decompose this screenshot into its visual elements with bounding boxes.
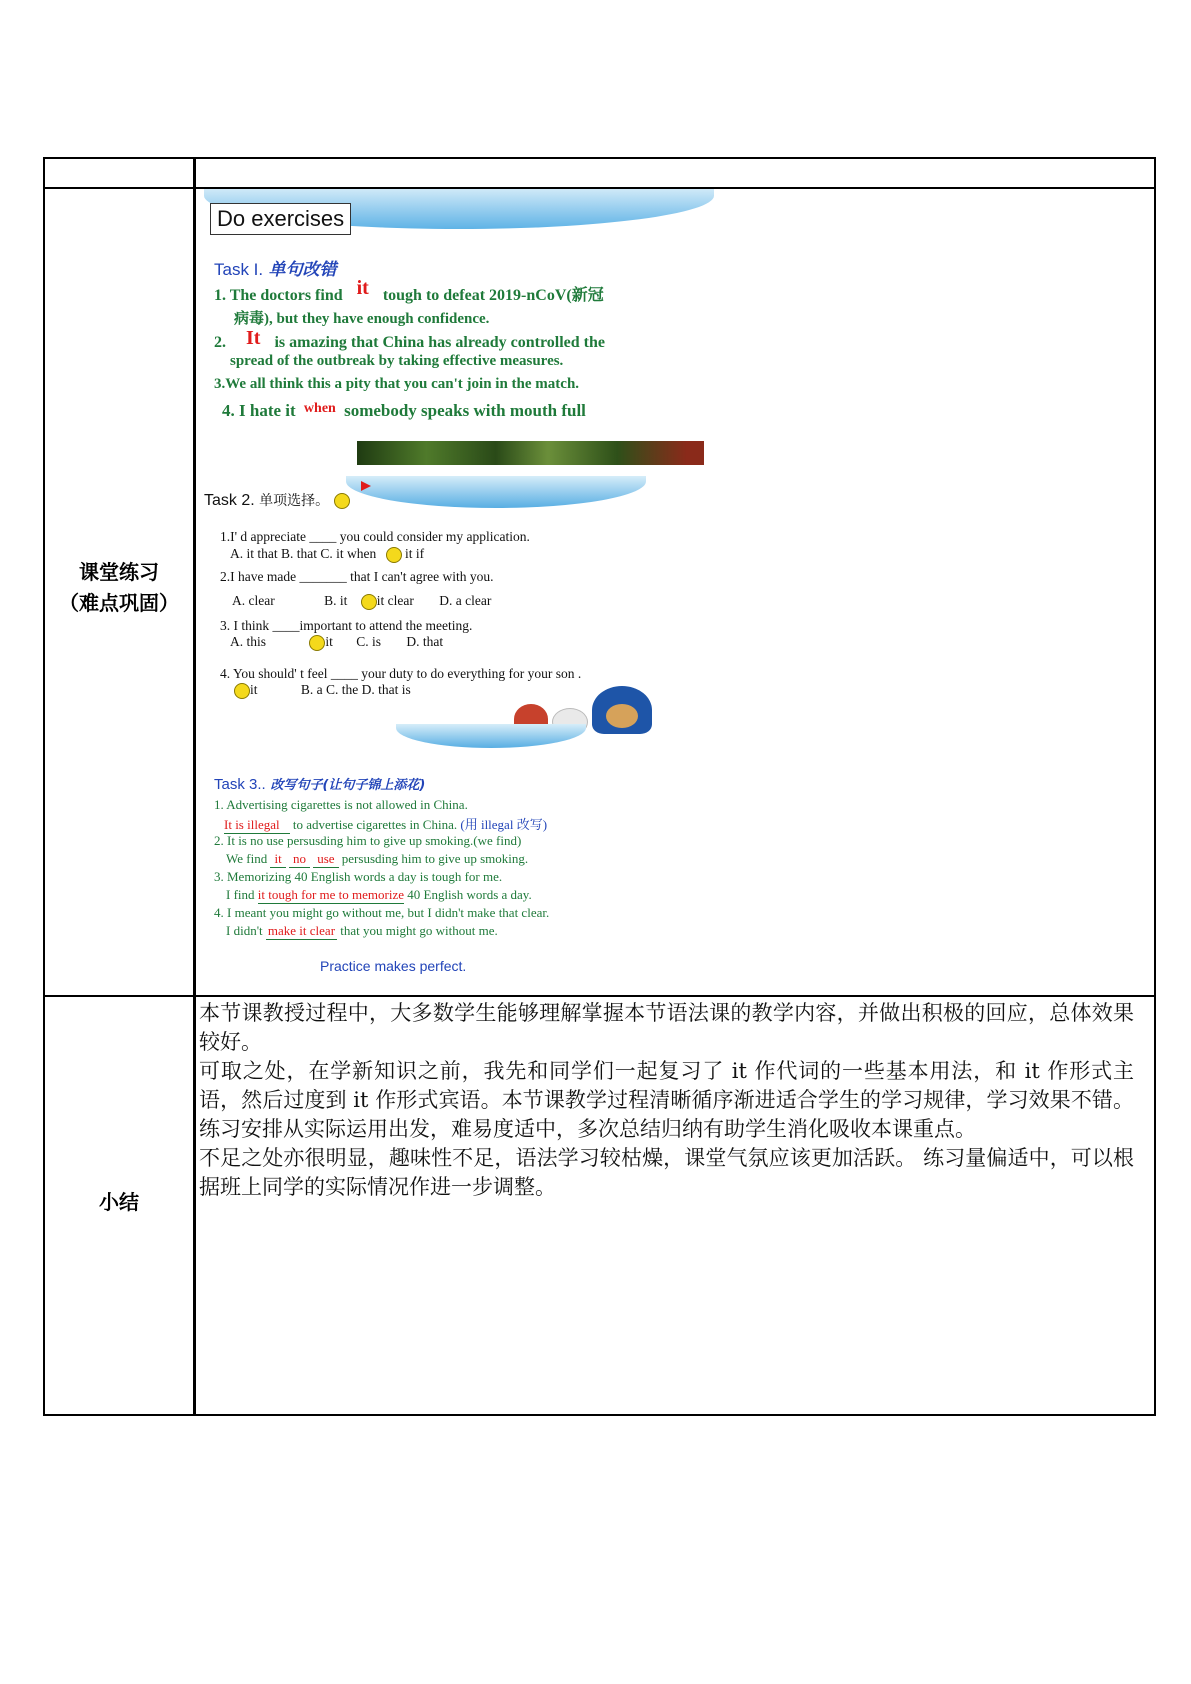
task3-cn: 改写句子(让句子锦上添花)	[270, 778, 426, 793]
task2-q4: 4. You should' t feel ____ your duty to do everything for your son .	[220, 666, 582, 681]
s3-fill: it tough for me to memorize	[257, 887, 404, 902]
summary-text	[199, 999, 1134, 1202]
q1-answer: it if	[405, 546, 425, 561]
task3-s3: 3. Memorizing 40 English words a day is tough for me.	[214, 869, 503, 884]
task2-q1-opts	[230, 546, 424, 563]
exercise-label-line1: 课堂练习	[79, 560, 159, 584]
q2-answer: it clear	[376, 593, 414, 608]
item-text: is amazing that China has already controlled the	[274, 334, 605, 351]
lesson-table	[43, 157, 1156, 1416]
item-text: 4. I hate it	[222, 401, 296, 420]
item-text: 2.	[214, 334, 226, 351]
exercise-label-line2: （难点巩固）	[59, 591, 179, 615]
q3-option-c: C. is	[356, 634, 382, 649]
summary-paragraph-3: 不足之处亦很明显，趣味性不足，语法学习较枯燥，课堂气氛应该更加活跃。 练习量偏适中，可以根据班上同学的实际情况作进一步调整。	[199, 1146, 1134, 1199]
chick-icon	[361, 594, 377, 610]
s2-rest: persusding him to give up smoking.	[341, 851, 529, 866]
exercise-row-label	[45, 557, 193, 619]
exercise-content	[196, 189, 1154, 1029]
task3-s4-answer	[226, 923, 498, 940]
q3-option-d: D. that	[406, 634, 444, 649]
item-text: 1. The doctors find	[214, 287, 343, 304]
summary-paragraph-1: 本节课教授过程中，大多数学生能够理解掌握本节语法课的教学内容，并做出积极的回应，总体效果较好。	[199, 1001, 1134, 1054]
task2-cn: 单项选择。	[259, 492, 330, 508]
s1-hint: (用 illegal 改写)	[460, 817, 548, 832]
q3-option-a: A. this	[230, 634, 267, 649]
task3-s4: 4. I meant you might go without me, but I didn't make that clear.	[214, 905, 550, 920]
q4-options: B. a C. the D. that is	[300, 682, 411, 697]
flag-icon	[361, 481, 371, 491]
task3-s3-answer	[226, 887, 532, 904]
slide-task1	[204, 189, 714, 457]
summary-row-label: 小结	[99, 1190, 139, 1214]
task1-item1-cont: 病毒), but they have enough confidence.	[234, 311, 490, 327]
task2-q3-opts	[230, 634, 443, 651]
item-text: tough to defeat 2019-nCoV(新冠	[382, 287, 604, 304]
item-answer: it	[356, 277, 369, 299]
task1-item1	[214, 277, 604, 306]
s2-pre: We find	[226, 851, 268, 866]
s4-rest: that you might go without me.	[340, 923, 498, 938]
task2-q4-opts	[234, 682, 411, 699]
task3-title	[214, 774, 425, 793]
s1-fill: It is illegal	[224, 817, 290, 834]
chick-icon	[234, 683, 250, 699]
item-answer: when	[303, 401, 336, 416]
q2-option-a: A. clear	[232, 593, 275, 608]
forest-image	[357, 441, 704, 465]
s4-fill: make it clear	[267, 923, 336, 938]
q2-option-b: B. it	[324, 593, 348, 608]
bear-face-icon	[606, 704, 638, 728]
task2-title	[204, 490, 350, 510]
s4-pre: I didn't	[226, 923, 263, 938]
q2-option-d: D. a clear	[439, 593, 492, 608]
s2-fill3: use	[313, 851, 338, 868]
s1-rest: to advertise cigarettes in China.	[292, 817, 458, 832]
task2-q3: 3. I think ____important to attend the meeting.	[220, 618, 473, 633]
title-box: Do exercises	[210, 203, 351, 235]
task3-s1: 1. Advertising cigarettes is not allowed in China.	[214, 797, 468, 812]
task1-prefix: Task I.	[214, 260, 264, 279]
task1-cn: 单句改错	[268, 260, 337, 280]
s3-pre: I find	[226, 887, 255, 902]
summary-paragraph-2: 可取之处，在学新知识之前，我先和同学们一起复习了 it 作代词的一些基本用法，和 it 作形式主语，然后过度到 it 作形式宾语。本节课教学过程清晰循序渐进适合学生的学习规律，学习效果不错。练习安排从实际运用出发，难易度适中，多次总结归纳有助学生消化吸收本课重点。	[199, 1059, 1134, 1141]
q3-answer: it	[325, 634, 333, 649]
task3-s2: 2. It is no use persusding him to give up smoking.(we find)	[214, 833, 522, 848]
task2-prefix: Task 2.	[204, 492, 255, 509]
s3-rest: 40 English words a day.	[407, 887, 532, 902]
task3-prefix: Task 3..	[214, 776, 266, 793]
motto-text: Practice makes perfect.	[320, 958, 467, 974]
chick-icon	[386, 547, 402, 563]
item-answer: It	[246, 327, 261, 349]
q4-answer: it	[250, 682, 258, 697]
task2-q2: 2.I have made _______ that I can't agree with you.	[220, 569, 494, 584]
task1-item2	[214, 327, 605, 353]
item-text: somebody speaks with mouth full	[344, 401, 586, 420]
wave-decoration	[346, 476, 646, 508]
task2-q2-opts	[232, 593, 491, 610]
q1-options: A. it that B. that C. it when	[230, 546, 377, 561]
slide-task2	[196, 476, 666, 736]
task3-s2-answer	[226, 851, 528, 868]
slide-task3	[196, 766, 696, 996]
task1-title	[214, 255, 337, 280]
task3-s1-answer	[224, 814, 547, 834]
chick-icon	[309, 635, 325, 651]
chick-icon	[334, 493, 350, 509]
s2-fill2: no	[289, 851, 310, 868]
task2-q1: 1.I' d appreciate ____ you could consider my application.	[220, 529, 530, 544]
wave-decoration	[396, 724, 586, 748]
task1-item3: 3.We all think this a pity that you can't join in the match.	[214, 376, 580, 392]
task1-item4	[222, 401, 586, 421]
task1-item2-cont: spread of the outbreak by taking effective measures.	[230, 353, 564, 369]
s2-fill1: it	[270, 851, 285, 868]
